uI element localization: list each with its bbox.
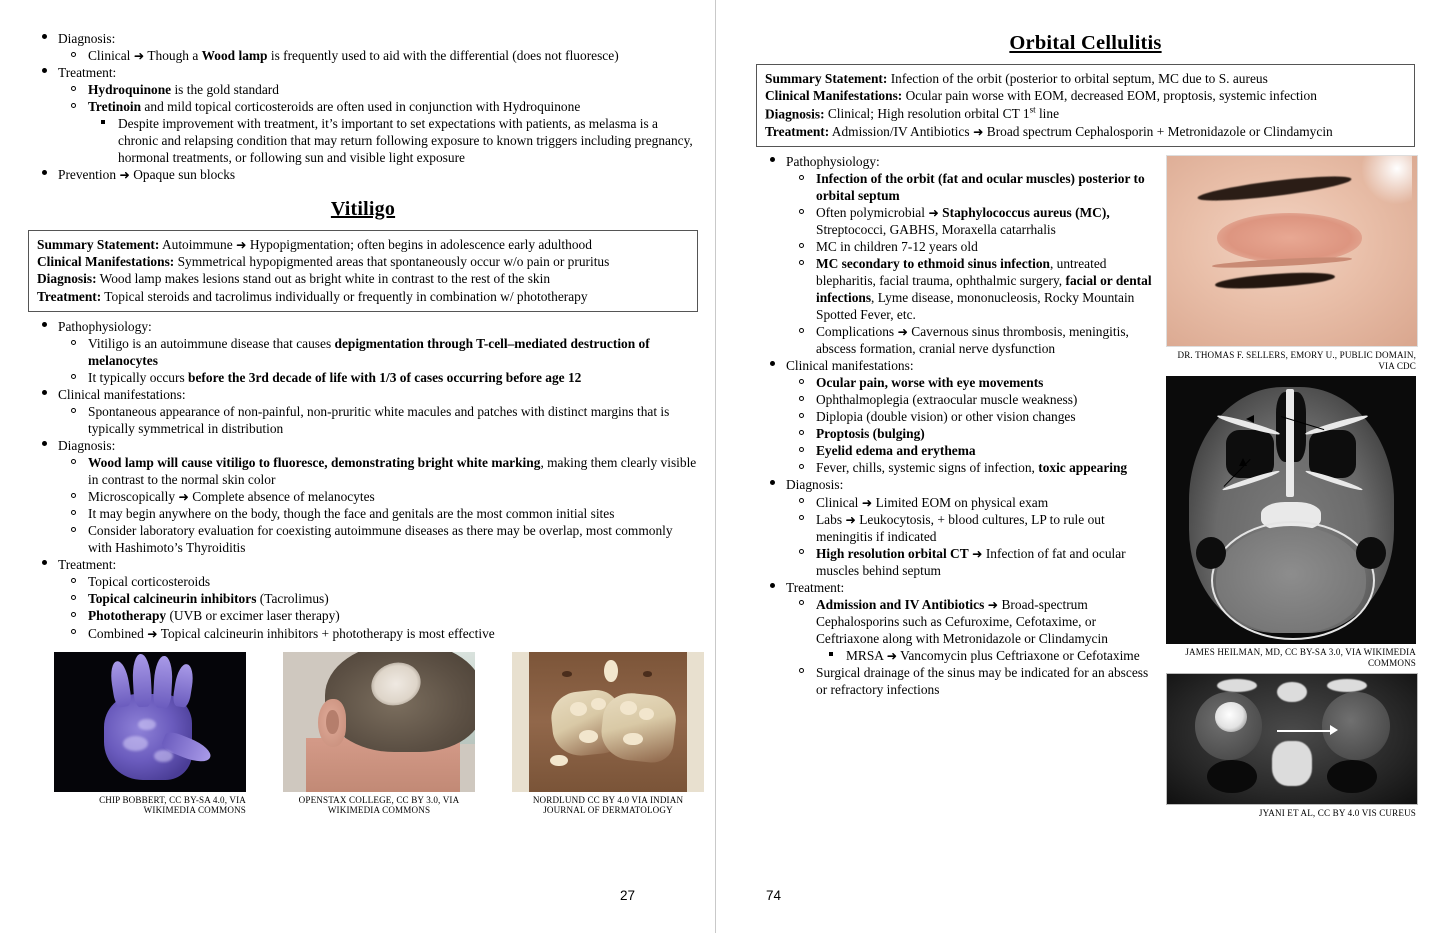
list-text: MC secondary to ethmoid sinus infection, untreated blepharitis, facial trauma, ophthalmic surgery, facial or dental infections, Lyme disease, mononucleosis, Rocky Mountain Spotted Fever, etc. xyxy=(816,256,1152,323)
diagnosis-text: Clinical; High resolution orbital CT 1st line xyxy=(824,104,1060,122)
list-text: Despite improvement with treatment, it’s important to set expectations with patients, as melasma is a chronic and relapsing condition that may return following exposure to known triggers including pregnancy, hormonal treatments, or following sun and visible light exposure xyxy=(118,116,693,166)
list-text: Microscopically ➜ Complete absence of melanocytes xyxy=(88,489,375,505)
bullet-circle-icon xyxy=(71,374,76,379)
frontal-signal xyxy=(1217,679,1257,692)
diagnosis-text: Wood lamp makes lesions stand out as bright white in contrast to the rest of the skin xyxy=(96,271,551,287)
depigmented-spot xyxy=(154,750,173,763)
scalp-poliosis-photo xyxy=(283,652,475,792)
list-text: Fever, chills, systemic signs of infection, toxic appearing xyxy=(816,460,1128,476)
right-figure-column xyxy=(1166,153,1416,819)
summary-statement-row xyxy=(765,70,1406,87)
opacified-ethmoid-sinus xyxy=(1226,430,1274,478)
sublist xyxy=(58,403,698,437)
list-text: Wood lamp will cause vitiligo to fluoresce, demonstrating bright white marking, making them clearly visible in contrast to the normal skin color xyxy=(88,455,697,488)
list-item xyxy=(786,255,1156,323)
bullet-disc-icon xyxy=(42,390,47,395)
photo-highlight xyxy=(1362,156,1412,205)
bullet-disc-icon xyxy=(42,560,47,565)
clinical-manifestations-row xyxy=(765,87,1406,104)
figure-caption: OPENSTAX COLLEGE, CC BY 3.0, VIA WIKIMEDIA COMMONS xyxy=(298,794,460,816)
bullet-disc-icon xyxy=(42,441,47,446)
page-left xyxy=(0,0,716,933)
sublist xyxy=(786,596,1156,698)
list-text: Tretinoin and mild topical corticosteroids are often used in conjunction with Hydroquinone xyxy=(88,99,581,115)
list-item xyxy=(28,64,698,166)
list-item xyxy=(786,170,1156,204)
bullet-square-icon xyxy=(101,120,105,124)
list-item xyxy=(58,522,698,556)
sublist xyxy=(58,81,698,166)
list-item xyxy=(756,476,1156,578)
vitiligo-patch xyxy=(550,755,567,766)
list-item xyxy=(786,596,1156,664)
list-item xyxy=(786,204,1156,238)
list-item xyxy=(58,607,698,624)
melasma-tail-list xyxy=(28,30,698,183)
list-text: High resolution orbital CT ➜ Infection of fat and ocular muscles behind septum xyxy=(816,545,1126,578)
eyelid-edema-region xyxy=(1217,213,1362,262)
mri-arrow-head-icon xyxy=(1330,725,1338,735)
vitiligo-patch xyxy=(579,730,598,743)
list-item xyxy=(786,459,1156,476)
list-text: Vitiligo is an autoimmune disease that causes depigmentation through T-cell–mediated destruction of melanocytes xyxy=(88,336,650,369)
bullet-circle-icon xyxy=(799,209,804,214)
list-item xyxy=(58,403,698,437)
ct-arrow-head-icon xyxy=(1239,458,1247,466)
list-text: Diplopia (double vision) or other vision changes xyxy=(816,409,1076,425)
sublist xyxy=(786,170,1156,357)
vitiligo-patch xyxy=(639,708,654,721)
bullet-disc-icon xyxy=(42,170,47,175)
list-item xyxy=(28,556,698,641)
bullet-circle-icon xyxy=(799,515,804,520)
figure-coronal-mri-orbit xyxy=(1166,673,1416,819)
page-title-vitiligo: Vitiligo xyxy=(330,198,396,221)
nipple xyxy=(643,671,653,677)
list-item xyxy=(58,590,698,607)
list-item xyxy=(58,369,698,386)
list-text: Diagnosis: xyxy=(58,31,116,46)
vitiligo-patch xyxy=(620,701,637,715)
list-text: Clinical manifestations: xyxy=(786,358,914,374)
depigmented-spot xyxy=(123,736,148,751)
list-item xyxy=(88,115,698,166)
bullet-disc-icon xyxy=(770,480,775,485)
list-text: Treatment: xyxy=(58,557,117,573)
figure-caption: DR. THOMAS F. SELLERS, EMORY U., PUBLIC DOMAIN, VIA CDC xyxy=(1177,350,1416,372)
bullet-circle-icon xyxy=(799,413,804,418)
figure-eyelid-erythema xyxy=(1166,155,1416,372)
list-text: Clinical ➜ Limited EOM on physical exam xyxy=(816,494,1049,510)
bullet-circle-icon xyxy=(799,668,804,673)
mastoid-air-cells xyxy=(1356,537,1386,569)
axial-ct-orbit-photo xyxy=(1166,376,1416,644)
list-item xyxy=(58,488,698,505)
list-text: Spontaneous appearance of non-painful, non-pruritic white macules and patches with distinct margins that is typically symmetrical in distribution xyxy=(88,404,670,437)
figure-caption: JYANI ET AL, CC BY 4.0 VIS CUREUS xyxy=(1258,807,1416,818)
eyelid-erythema-photo xyxy=(1166,155,1418,347)
bullet-circle-icon xyxy=(799,243,804,248)
bullet-circle-icon xyxy=(71,510,76,515)
diagnosis-row xyxy=(765,105,1406,123)
nasal-structures xyxy=(1272,741,1312,785)
list-text: Surgical drainage of the sinus may be indicated for an abscess or refractory infections xyxy=(816,664,1149,697)
page-title-orbital-cellulitis: Orbital Cellulitis xyxy=(1009,32,1162,54)
diagnosis-label: Diagnosis: xyxy=(765,106,825,122)
image-border-band xyxy=(687,652,704,792)
bullet-circle-icon xyxy=(799,396,804,401)
list-text: Infection of the orbit (fat and ocular muscles) posterior to orbital septum xyxy=(816,171,1145,204)
list-text: Consider laboratory evaluation for coexisting autoimmune diseases as there may be overlap, most commonly with Hashimoto’s Thyroiditis xyxy=(88,523,673,556)
bullet-circle-icon xyxy=(71,578,76,583)
list-text: Clinical manifestations: xyxy=(58,387,186,403)
finger-shape xyxy=(152,655,173,708)
list-item xyxy=(28,386,698,437)
list-text: Phototherapy (UVB or excimer laser therapy) xyxy=(88,608,340,624)
list-item xyxy=(786,238,1156,255)
list-item xyxy=(58,505,698,522)
inner-skull-table xyxy=(1211,521,1375,640)
summary-statement-label: Summary Statement: xyxy=(37,236,160,252)
bullet-circle-icon xyxy=(799,549,804,554)
list-item xyxy=(786,494,1156,511)
list-text: It may begin anywhere on the body, though the face and genitals are the most common initial sites xyxy=(88,506,615,522)
sublist xyxy=(786,494,1156,579)
bullet-circle-icon xyxy=(799,175,804,180)
bullet-disc-icon xyxy=(42,322,47,327)
summary-statement-row xyxy=(37,236,689,253)
nipple xyxy=(562,671,572,677)
bullet-circle-icon xyxy=(71,612,76,617)
bullet-circle-icon xyxy=(799,600,804,605)
list-text: Topical calcineurin inhibitors (Tacrolimus) xyxy=(88,591,329,607)
bullet-square-icon xyxy=(829,652,833,656)
bullet-circle-icon xyxy=(799,430,804,435)
clinical-manifestations-row xyxy=(37,253,689,270)
list-item xyxy=(786,391,1156,408)
right-page-content xyxy=(756,30,1415,819)
clinical-manifestations-label: Clinical Manifestations: xyxy=(37,253,175,269)
summary-statement-text: Autoimmune ➜ Hypopigmentation; often begins in adolescence early adulthood xyxy=(159,236,592,252)
list-text: Often polymicrobial ➜ Staphylococcus aureus (MC), Streptococci, GABHS, Moraxella catarrhalis xyxy=(816,205,1110,238)
maxillary-sinus xyxy=(1207,760,1257,794)
bullet-circle-icon xyxy=(71,629,76,634)
right-body-columns xyxy=(756,153,1415,819)
list-item xyxy=(786,511,1156,545)
bullet-circle-icon xyxy=(799,447,804,452)
nasal-septum xyxy=(1286,389,1294,496)
list-text: MRSA ➜ Vancomycin plus Ceftriaxone or Cefotaxime xyxy=(846,647,1140,663)
bullet-circle-icon xyxy=(71,459,76,464)
list-text: Pathophysiology: xyxy=(58,319,152,335)
list-text: Combined ➜ Topical calcineurin inhibitors + phototherapy is most effective xyxy=(88,625,495,641)
bullet-disc-icon xyxy=(770,361,775,366)
ethmoid-sinus xyxy=(1309,430,1357,478)
list-item xyxy=(28,437,698,556)
list-text: Prevention ➜ Opaque sun blocks xyxy=(58,167,236,183)
bullet-circle-icon xyxy=(799,498,804,503)
list-item xyxy=(786,408,1156,425)
list-item xyxy=(58,81,698,98)
bullet-disc-icon xyxy=(770,583,775,588)
treatment-label: Treatment: xyxy=(37,288,102,304)
list-item xyxy=(756,153,1156,357)
list-text: Ophthalmoplegia (extraocular muscle weakness) xyxy=(816,392,1078,408)
figure-hand-woods-lamp xyxy=(54,652,246,817)
list-item xyxy=(756,357,1156,476)
list-item xyxy=(28,166,698,183)
left-page-content xyxy=(28,30,698,816)
page-number-right: 74 xyxy=(766,888,782,903)
list-text: Ocular pain, worse with eye movements xyxy=(816,375,1044,391)
sublist xyxy=(786,374,1156,476)
bullet-circle-icon xyxy=(71,86,76,91)
bullet-circle-icon xyxy=(799,328,804,333)
maxillary-sinus xyxy=(1327,760,1377,794)
ear-shape xyxy=(318,699,347,747)
figure-caption: NORDLUND CC BY 4.0 VIA INDIAN JOURNAL OF DERMATOLOGY xyxy=(532,794,684,816)
bullet-circle-icon xyxy=(71,595,76,600)
sublist xyxy=(58,47,698,64)
list-item xyxy=(786,323,1156,357)
list-text: Proptosis (bulging) xyxy=(816,426,925,442)
list-item xyxy=(786,374,1156,391)
list-text: Diagnosis: xyxy=(786,477,844,493)
image-border-band xyxy=(512,652,529,792)
figure-axial-ct-orbit xyxy=(1166,376,1416,669)
hands-torso-vitiligo-photo xyxy=(512,652,704,792)
list-item xyxy=(58,335,698,369)
vitiligo-summary-box xyxy=(28,230,698,313)
bullet-circle-icon xyxy=(799,464,804,469)
list-item xyxy=(58,98,698,166)
list-item xyxy=(28,30,698,64)
bullet-disc-icon xyxy=(42,68,47,73)
bullet-circle-icon xyxy=(71,103,76,108)
list-item xyxy=(786,545,1156,579)
treatment-label: Treatment: xyxy=(765,123,830,139)
list-text: It typically occurs before the 3rd decade of life with 1/3 of cases occurring before age 12 xyxy=(88,370,582,386)
list-text: Treatment: xyxy=(786,579,845,595)
mastoid-air-cells xyxy=(1196,537,1226,569)
sublist xyxy=(88,115,698,166)
list-item xyxy=(786,442,1156,459)
list-text: Diagnosis: xyxy=(58,438,116,454)
page-right xyxy=(716,0,1445,933)
list-text: Complications ➜ Cavernous sinus thrombosis, meningitis, abscess formation, cranial nerve dysfunction xyxy=(816,324,1129,357)
list-item xyxy=(58,573,698,590)
list-item xyxy=(816,647,1156,664)
treatment-text: Admission/IV Antibiotics ➜ Broad spectrum Cephalosporin + Metronidazole or Clindamycin xyxy=(829,123,1333,139)
diagnosis-label: Diagnosis: xyxy=(37,271,97,287)
figure-scalp-poliosis xyxy=(283,652,475,817)
list-text: Eyelid edema and erythema xyxy=(816,443,976,459)
sublist xyxy=(58,573,698,641)
bullet-circle-icon xyxy=(71,527,76,532)
list-text: Treatment: xyxy=(58,65,117,81)
list-text: Labs ➜ Leukocytosis, + blood cultures, LP to rule out meningitis if indicated xyxy=(816,511,1105,544)
list-item xyxy=(58,47,698,64)
bullet-circle-icon xyxy=(799,379,804,384)
bullet-disc-icon xyxy=(42,34,47,39)
vitiligo-patch xyxy=(604,660,617,682)
figure-hands-torso-vitiligo xyxy=(512,652,704,817)
list-text: Pathophysiology: xyxy=(786,154,880,170)
figure-caption: CHIP BOBBERT, CC BY-SA 4.0, VIA WIKIMEDIA COMMONS xyxy=(99,794,246,816)
mri-annotation-arrow xyxy=(1277,730,1332,733)
page-number-left: 27 xyxy=(620,888,636,903)
list-item xyxy=(786,664,1156,698)
bright-lens-signal xyxy=(1215,702,1248,732)
vitiligo-figure-row xyxy=(54,652,704,817)
list-item xyxy=(58,625,698,642)
bullet-circle-icon xyxy=(71,493,76,498)
list-text: MC in children 7-12 years old xyxy=(816,239,978,255)
finger-shape xyxy=(131,654,152,708)
list-text: Topical corticosteroids xyxy=(88,574,211,590)
bullet-circle-icon xyxy=(71,408,76,413)
treatment-row xyxy=(765,123,1406,140)
list-text: Admission and IV Antibiotics ➜ Broad-spectrum Cephalosporins such as Cefuroxime, Cefotaxime, or Ceftriaxone along with Metronidazole or Clindamycin xyxy=(816,596,1108,646)
list-text: Clinical ➜ Though a Wood lamp is frequently used to aid with the differential (does not fluoresce) xyxy=(88,48,619,64)
vitiligo-patch xyxy=(570,702,587,716)
summary-statement-text: Infection of the orbit (posterior to orbital septum, MC due to S. aureus xyxy=(887,71,1268,87)
list-item xyxy=(28,318,698,386)
sublist xyxy=(816,647,1156,664)
list-text: Hydroquinone is the gold standard xyxy=(88,82,279,98)
bullet-circle-icon xyxy=(799,260,804,265)
vitiligo-body-list xyxy=(28,318,698,641)
list-item xyxy=(756,579,1156,698)
treatment-text: Topical steroids and tacrolimus individually or frequently in combination w/ phototherapy xyxy=(101,288,588,304)
orbital-cellulitis-body-list xyxy=(756,153,1156,698)
bullet-circle-icon xyxy=(71,340,76,345)
treatment-row xyxy=(37,288,689,305)
summary-statement-label: Summary Statement: xyxy=(765,71,888,87)
hand-woods-lamp-photo xyxy=(54,652,246,792)
clinical-manifestations-text: Ocular pain worse with EOM, decreased EOM, proptosis, systemic infection xyxy=(902,88,1317,104)
clinical-manifestations-label: Clinical Manifestations: xyxy=(765,88,903,104)
list-item xyxy=(786,425,1156,442)
right-text-column xyxy=(756,153,1156,819)
diagnosis-row xyxy=(37,270,689,287)
finger-shape xyxy=(172,663,196,709)
figure-caption: JAMES HEILMAN, MD, CC BY-SA 3.0, VIA WIKIMEDIA COMMONS xyxy=(1185,647,1416,668)
sublist xyxy=(58,335,698,386)
frontal-signal xyxy=(1327,679,1367,692)
depigmented-spot xyxy=(138,719,155,730)
coronal-mri-orbit-photo xyxy=(1166,673,1418,805)
vitiligo-patch xyxy=(623,733,642,746)
bullet-disc-icon xyxy=(770,157,775,162)
list-item xyxy=(58,454,698,488)
finger-shape xyxy=(108,660,132,708)
bullet-circle-icon xyxy=(71,52,76,57)
ct-arrow-head-icon xyxy=(1246,415,1254,423)
clinical-manifestations-text: Symmetrical hypopigmented areas that spontaneously occur w/o pain or pruritus xyxy=(174,253,610,269)
orbital-cellulitis-summary-box xyxy=(756,64,1415,147)
sublist xyxy=(58,454,698,556)
